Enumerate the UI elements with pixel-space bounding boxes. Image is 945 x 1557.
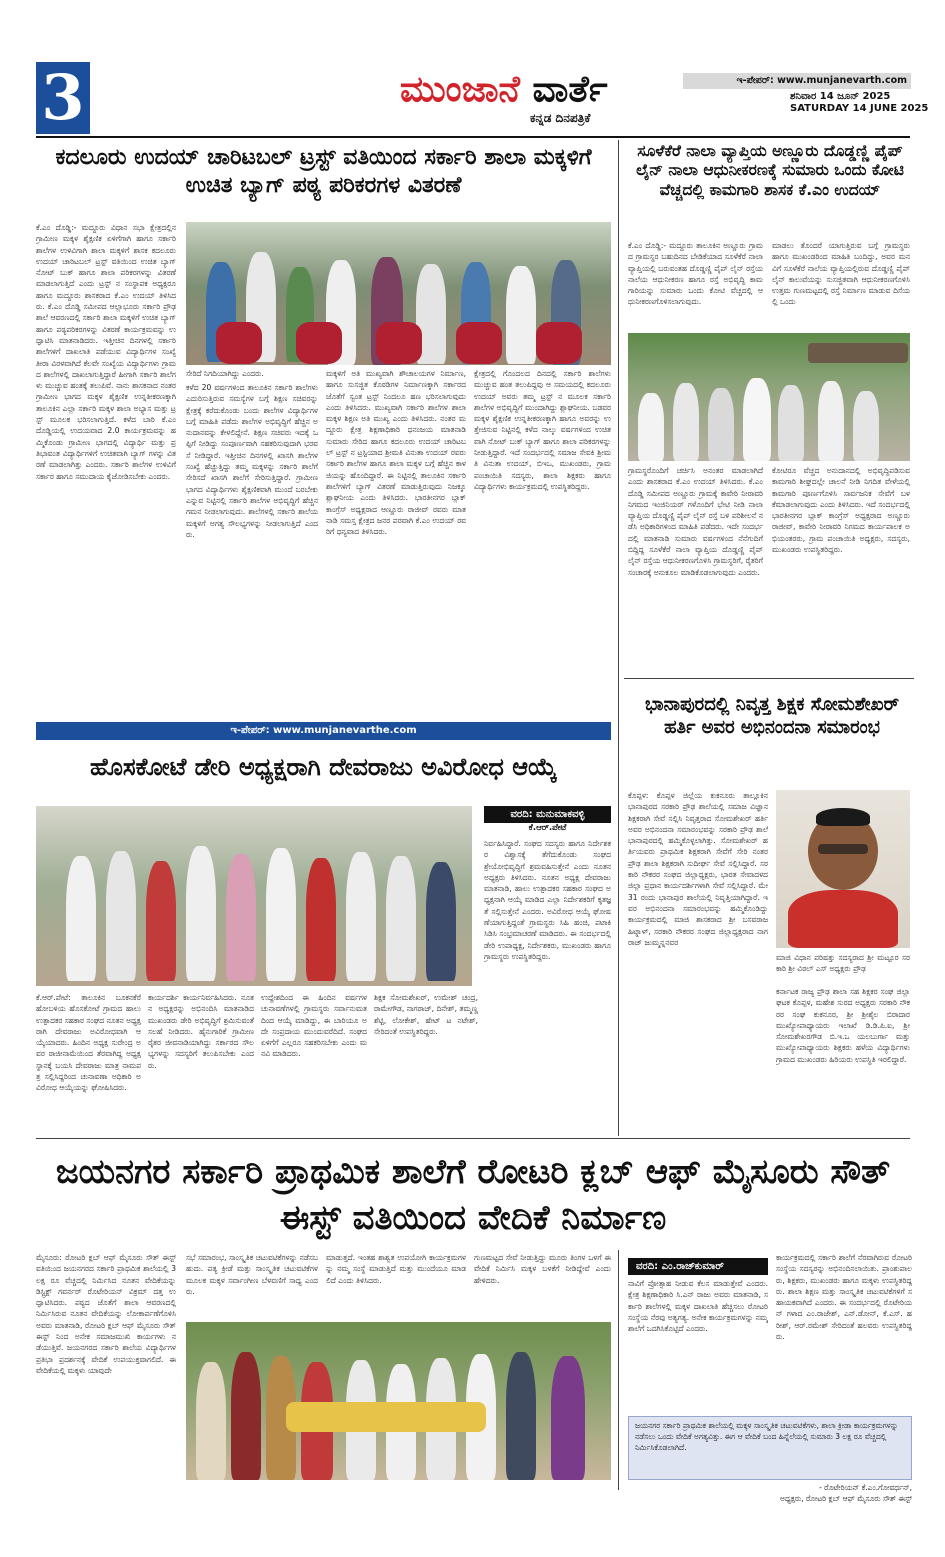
article-5-column-3: ಮಾಡುತ್ತದೆ. ಇಂತಹ ಶಾಶ್ವತ ಉಪಯೋಗಿ ಕಾರ್ಯಕ್ರಮಗಳನ್ನು ನಮ್ಮ ಸಂಸ್ಥೆ ಮಾಡುತ್ತಿದೆ ಮತ್ತು ಮುಂದೆಯೂ ಮಾಡಲಿದೆ ಎಂದು ತಿಳಿಸಿದರು.	[326, 1253, 466, 1285]
article-5-byline: ವರದಿ: ಎಂ.ರಾಜ್‍ಕುಮಾರ್	[628, 1258, 768, 1275]
article-2-column-4: ಕೋಟಿರೂ ವೆಚ್ಚದ ಅನುದಾನದಲ್ಲಿ ಅಭಿವೃದ್ಧಿಪಡಿಸುವ ಕಾಮಗಾರಿ ಶೀಘ್ರದಲ್ಲೇ ಚಾಲನೆ ನೀಡಿ ನಿಗದಿತ ವೇಳೆಯಲ್ಲಿ ಕಾಮಗಾರಿ ಪೂರ್ಣಗೊಳಿಸಿ ಸಾರ್ವಜನಿಕ ಸೇವೆಗೆ ಬಳಕೆಮಾಡಲಾಗುವುದು ಎಂದು ತಿಳಿಸಿದರು. ಇದೆ ಸಂದರ್ಭದಲ್ಲಿ ಭಾರತೀನಗರ ಬ್ಲಾಕ್ ಕಾಂಗ್ರೆಸ್ ಅಧ್ಯಕ್ಷರಾದ ಅಣ್ಣೂರು ರಾಜೀವ್, ಕಾವೇರಿ ನೀರಾವರಿ ನಿಗಮದ ಕಾರ್ಯಪಾಲಕ ಅಭಿಯಂತರರು, ಗ್ರಾಮ ಪಂಚಾಯಿತಿ ಅಧ್ಯಕ್ಷರು, ಸದಸ್ಯರು, ಮುಖಂಡರು ಉಪಸ್ಥಿತರಿದ್ದರು.	[772, 466, 910, 555]
article-3-column-3: ಉದ್ದೇಶದಿಂದ ಈ ಹಿಂದಿನ ವರ್ಷಗಳ ಚುನಾವಣೆಗಳಲ್ಲಿ ಗ್ರಾಮಸ್ಥರು ಸರ್ವಾನುಮತದಿಂದ ಆಯ್ಕೆ ಮಾಡಿದ್ದು, ಈ ಬಾರಿಯೂ ಅದೇ ಸಂಪ್ರದಾಯ ಮುಂದುವರೆದಿದೆ. ಸಂಘದ ಏಳಿಗೆಗೆ ಎಲ್ಲರೂ ಸಹಕರಿಸಬೇಕು ಎಂದು ಮನವಿ ಮಾಡಿದರು.	[261, 993, 367, 1059]
article-5-photo	[186, 1322, 611, 1480]
page-number: 3	[36, 62, 90, 134]
article-1-column-4: ಕ್ಷೇತ್ರದಲ್ಲಿ ಗೊಂದಲದ ದಿನದಲ್ಲಿ ಸರ್ಕಾರಿ ಶಾಲೆಗಳು ಮುಚ್ಚುವ ಹಂತ ತಲುಪಿದ್ದವು ಆ ಸಮಯದಲ್ಲಿ ಕದಲೂರು ಉದಯ್ ಅವರು ತಮ್ಮ ಟ್ರಸ್ಟ್ ನ ಮೂಲಕ ಸರ್ಕಾರಿ ಶಾಲೆಗಳ ಅಭಿವೃದ್ಧಿಗೆ ಮುಂದಾಗಿದ್ದು ಶ್ಲಾಘನೀಯ. ಬಡವರ ಮಕ್ಕಳ ಶೈಕ್ಷಣಿಕ ಉನ್ನತೀಕರಣಕ್ಕಾಗಿ ಹಾಗೂ ಅವರನ್ನು ಉತ್ತೇಜಿಸುವ ನಿಟ್ಟಿನಲ್ಲಿ ಕಳೆದ ನಾಲ್ಕು ವರ್ಷಗಳಿಂದ ಉಚಿತವಾಗಿ ನೋಟ್ ಬುಕ್ ಬ್ಯಾಗ್ ಹಾಗೂ ಶಾಲಾ ಪರಿಕರಗಳನ್ನು ನೀಡುತ್ತಿದ್ದಾರೆ. ಇದೆ ಸಂದರ್ಭದಲ್ಲಿ ಸಮಾಜ ಸೇವಕಿ ಶ್ರೀಮತಿ ವಿನುತಾ ಉದಯ್, ಬಿಇಒ, ಮುಖಂಡರು, ಗ್ರಾಮ ಪಂಚಾಯಿತಿ ಸದಸ್ಯರು, ಶಾಲಾ ಶಿಕ್ಷಕರು ಹಾಗೂ ವಿದ್ಯಾರ್ಥಿಗಳು ಕಾರ್ಯಕ್ರಮದಲ್ಲಿ ಉಪಸ್ಥಿತರಿದ್ದರು.	[474, 369, 611, 491]
epaper-banner[interactable]: ಇ-ಪೇಪರ್: www.munjanevarthe.com	[36, 722, 611, 740]
article-3-column-2: ಕಾರ್ಯದರ್ಶಿ ಕಾರ್ಯನಿರ್ವಹಿಸಿದರು. ನೂತನ ಅಧ್ಯಕ್ಷರನ್ನು ಅಭಿನಂದಿಸಿ ಮಾತನಾಡಿದ ಮುಖಂಡರು ಡೇರಿ ಅಭಿವೃದ್ಧಿಗೆ ಶ್ರಮಿಸುವಂತೆ ಸಲಹೆ ನೀಡಿದರು. ಹೈನುಗಾರಿಕೆ ಗ್ರಾಮೀಣ ರೈತರ ಜೀವನಾಡಿಯಾಗಿದ್ದು ಸರ್ಕಾರದ ಸೌಲಭ್ಯಗಳನ್ನು ಸದಸ್ಯರಿಗೆ ತಲುಪಿಸಬೇಕು ಎಂದರು.	[148, 993, 254, 1070]
article-5-headline: ಜಯನಗರ ಸರ್ಕಾರಿ ಪ್ರಾಥಮಿಕ ಶಾಲೆಗೆ ರೋಟರಿ ಕ್ಲಬ್ ಆಫ್ ಮೈಸೂರು ಸೌತ್ ಈಸ್ಟ್ ವತಿಯಿಂದ ವೇದಿಕೆ ನಿರ್ಮಾಣ	[55, 1152, 891, 1238]
article-4-photo-caption: ಮಾಜಿ ವಿಧಾನ ಪರಿಷತ್ತು ಸದಸ್ಯರಾದ ಶ್ರೀ ಮಟ್ಟೂರ ಸರಕಾರಿ ಶ್ರೀ ವಿಠಲ್ ಎಸ್ ಅಧ್ಯಕ್ಷರು ಪ್ರೌಢ	[776, 953, 910, 974]
article-4-column-2: ಕರ್ನಾಟಕ ರಾಜ್ಯ ಪ್ರೌಢ ಶಾಲಾ ಸಹ ಶಿಕ್ಷಕರ ಸಂಘ ಜಿಲ್ಲಾ ಘಟಕ ಕೊಪ್ಪಳ, ಮಹೇಶ ಸುರದ ಅಧ್ಯಕ್ಷರು ಸರಕಾರಿ ನೌಕರರ ಸಂಘ ಕುಕನೂರ, ಶ್ರೀ ಶ್ರೀಶೈಲ ಬಿರಾದಾರ ಮುಖ್ಯೋಪಾಧ್ಯಾಯರು ಇಲಾಖೆ ಡಿ.ಡಿ.ಪಿ.ಐ, ಶ್ರೀ ಸೋಮಶೇಖರಗೌಡ ಬಿ.ಇ.ಒ ಯಲಬುರ್ಗಾ ಮತ್ತು ಮುಖ್ಯೋಪಾಧ್ಯಾಯರು ಶಿಕ್ಷಕರು ಹಳೆಯ ವಿದ್ಯಾರ್ಥಿಗಳು ಗ್ರಾಮದ ಮುಖಂಡರು ಹಿರಿಯರು ಉಪಸ್ಥಿತಿ ಇರಲಿದ್ದಾರೆ.	[776, 987, 910, 1064]
date-kannada: ಶನಿವಾರ 14 ಜೂನ್ 2025	[790, 91, 891, 102]
logo-part-1: ಮುಂಜಾನೆ	[400, 69, 533, 110]
article-5-column-2: ಸಭೆ ಸಮಾರಂಭ, ಸಾಂಸ್ಕೃತಿಕ ಚಟುವಟಿಕೆಗಳನ್ನು ನಡೆಸಬಹುದು. ಪತ್ಯ ಕ್ರೀಡೆ ಮತ್ತು ಸಾಂಸ್ಕೃತಿಕ ಚಟುವಟಿಕೆಗಳ ಮೂಲಕ ಮಕ್ಕಳ ಸರ್ವಾಂಗೀಣ ಬೆಳವಣಿಗೆ ಸಾಧ್ಯ ಎಂದರು.	[186, 1253, 318, 1296]
article-2-headline: ಸೂಳೆಕೆರೆ ನಾಲಾ ವ್ಯಾಪ್ತಿಯ ಅಣ್ಣೂರು ದೊಡ್ಡಣ್ಣಿ ಪೈಪ್ ಲೈನ್ ನಾಲಾ ಆಧುನೀಕರಣಕ್ಕೆ ಸುಮಾರು ಒಂದು ಕೋಟಿ ವೆಚ್ಚದಲ್ಲಿ ಕಾಮಗಾರಿ ಶಾಸಕ ಕೆ.ಎಂ ಉದಯ್	[636, 142, 904, 199]
column-separator	[618, 1250, 619, 1490]
quote-signature-name: - ರೊಟೇರಿಯನ್ ಕೆ.ಎಂ.ಗೋವರ್ಧನ್,	[819, 1483, 912, 1492]
newspaper-tagline: ಕನ್ನಡ ದಿನಪತ್ರಿಕೆ	[530, 111, 591, 125]
article-5-column-1: ಮೈಸೂರು: ರೋಟರಿ ಕ್ಲಬ್ ಆಫ್ ಮೈಸೂರು ಸೌತ್ ಈಸ್ಟ್ ವತಿಯಿಂದ ಜಯನಗರದ ಸರ್ಕಾರಿ ಪ್ರಾಥಮಿಕ ಶಾಲೆಯಲ್ಲಿ 3 ಲಕ್ಷ ರೂ ವೆಚ್ಚದಲ್ಲಿ ನಿರ್ಮಿಸಿದ ನೂತನ ವೇದಿಕೆಯನ್ನು ಡಿಸ್ಟ್ರಿಕ್ಟ್ ಗವರ್ನರ್ ರೊಟೇರಿಯನ್ ವಿಕ್ರಮ್ ದತ್ತ ಉದ್ಘಾಟಿಸಿದರು. ಪಠ್ಯದ ಜೊತೆಗೆ ಶಾಲಾ ಆವರಣದಲ್ಲಿ ನಿರ್ಮಿಸಿರುವ ನೂತನ ವೇದಿಕೆಯನ್ನು ಲೋಕಾರ್ಪಣೆಗೊಳಿಸಿ ಅವರು ಮಾತನಾಡಿ, ರೋಟರಿ ಕ್ಲಬ್ ಆಫ್ ಮೈಸೂರು ಸೌತ್ ಈಸ್ಟ್ ನಿಂದ ಅನೇಕ ಸಮಾಜಮುಖಿ ಕಾರ್ಯಗಳು ನಡೆಯುತ್ತಿವೆ. ಜಯನಗರದ ಸರ್ಕಾರಿ ಶಾಲೆಯ ವಿದ್ಯಾರ್ಥಿಗಳ ಪ್ರತಿಭಾ ಪ್ರದರ್ಶನಕ್ಕೆ ವೇದಿಕೆ ಉಪಯುಕ್ತವಾಗಲಿದೆ. ಈ ವೇದಿಕೆಯಲ್ಲಿ ಮಕ್ಕಳು ಯಾವುದೇ	[36, 1253, 176, 1375]
article-3-byline-place: ಕೆ.ಆರ್.ಪೇಟೆ	[528, 823, 567, 833]
article-1-headline: ಕದಲೂರು ಉದಯ್ ಚಾರಿಟಬಲ್ ಟ್ರಸ್ಟ್ ವತಿಯಿಂದ ಸರ್ಕಾರಿ ಶಾಲಾ ಮಕ್ಕಳಿಗೆ ಉಚಿತ ಬ್ಯಾಗ್ ಪಠ್ಯ ಪರಿಕರಗಳ ವಿತರಣೆ	[55, 145, 592, 198]
article-3-byline: ವರದಿ: ಮನುಮಾಕವಳ್ಳಿ	[484, 806, 611, 823]
quote-signature-title: ಅಧ್ಯಕ್ಷರು, ರೋಟರಿ ಕ್ಲಬ್ ಆಫ್ ಮೈಸೂರು ಸೌತ್ ಈಸ್ಟ್	[780, 1494, 912, 1503]
newspaper-logo	[400, 66, 665, 114]
article-1-column-2: ಕಳೆದ 20 ವರ್ಷಗಳಿಂದ ತಾಲೂಕಿನ ಸರ್ಕಾರಿ ಶಾಲೆಗಳು ಎದುರಿಸುತ್ತಿರುವ ಸಮಸ್ಯೆಗಳ ಬಗ್ಗೆ ಶಿಕ್ಷಣ ಸಚಿವರನ್ನು ಕ್ಷೇತ್ರಕ್ಕೆ ಕರೆದುಕೊಂಡು ಬಂದು ಶಾಲೆಗಳ ವಿದ್ಯಾರ್ಥಿಗಳ ಬಗ್ಗೆ ಮಾಹಿತಿ ಪಡೆದು ಶಾಲೆಗಳ ಅಭಿವೃದ್ಧಿಗೆ ಹೆಚ್ಚಿನ ಅನುದಾನವನ್ನು ಕೇಳಲಿದ್ದೇನೆ. ಶಿಕ್ಷಣ ಸಚಿವರು ಇದಕ್ಕೆ ಒಪ್ಪಿಗೆ ನೀಡಿದ್ದು ಸಂಪೂರ್ಣವಾಗಿ ಸಹಕರಿಸುವುದಾಗಿ ಭರವಸೆ ನೀಡಿದ್ದಾರೆ. ಇತ್ತೀಚಿನ ದಿನಗಳಲ್ಲಿ ಖಾಸಗಿ ಶಾಲೆಗಳ ಸಂಖ್ಯೆ ಹೆಚ್ಚುತ್ತಿದ್ದು ತಮ್ಮ ಮಕ್ಕಳನ್ನು ಸರ್ಕಾರಿ ಶಾಲೆಗೆ ಸೇರಿಸದೆ ಖಾಸಗಿ ಶಾಲೆಗೆ ಸೇರಿಸುತ್ತಿದ್ದಾರೆ. ಗ್ರಾಮೀಣ ಭಾಗದ ವಿದ್ಯಾರ್ಥಿಗಳು ಶೈಕ್ಷಣಿಕವಾಗಿ ಮುಂದೆ ಬರಬೇಕು ಎನ್ನುವ ನಿಟ್ಟಿನಲ್ಲಿ ಸರ್ಕಾರಿ ಶಾಲೆಗಳ ಅಭಿವೃದ್ಧಿಗೆ ಹೆಚ್ಚಿನ ಗಮನ ನೀಡಲಾಗುವುದು. ಶಾಲೆಗಳಲ್ಲಿ ಸರ್ಕಾರಿ ಶಾಲೆಯ ಮಕ್ಕಳಿಗೆ ಅಗತ್ಯ ಸೌಲಭ್ಯಗಳನ್ನು ನೀಡಲಾಗುತ್ತಿದೆ ಎಂದರು.	[186, 383, 318, 539]
article-2-column-2: ಮಾಡಲು ತೊಂದರೆ ಯಾಗುತ್ತಿರುವ ಬಗ್ಗೆ ಗ್ರಾಮಸ್ಥರು ಹಾಗೂ ಮುಖಂಡರಿಂದ ಮಾಹಿತಿ ಬಂದಿದ್ದು, ಅವರ ಮನವಿಗೆ ಸೂಳೆಕೆರೆ ನಾಲೆಯ ವ್ಯಾಪ್ತಿಯಲ್ಲಿರುವ ದೊಡ್ಡಣ್ಣಿ ಪೈಪ್ ಲೈನ್ ಕಾಲುವೆಯನ್ನು ಸುಸಜ್ಜಿತವಾಗಿ ಆಧುನೀಕರಣಗೊಳಿಸಿ ಉತ್ತಮ ಗುಣಮಟ್ಟದಲ್ಲಿ ರಸ್ತೆ ನಿರ್ಮಾಣ ಮಾಡುವ ದಿಸೆಯಲ್ಲಿ ಒಂದು	[772, 241, 910, 307]
article-4-portrait	[776, 790, 910, 948]
article-4-headline: ಭಾನಾಪುರದಲ್ಲಿ ನಿವೃತ್ತ ಶಿಕ್ಷಕ ಸೋಮಶೇಖರ್ ಹರ್ತಿ ಅವರ ಅಭಿನಂದನಾ ಸಮಾರಂಭ	[645, 694, 899, 738]
article-5-column-4: ಗುಣಮಟ್ಟದ ಸೇವೆ ನೀಡುತ್ತಿದ್ದು ಮೂರು ತಿಂಗಳ ಒಳಗೆ ಈ ವೇದಿಕೆ ನಿರ್ಮಿಸಿ ಮಕ್ಕಳ ಬಳಕೆಗೆ ನೀಡಿದ್ದೇವೆ ಎಂದು ಹೇಳಿದರು.	[474, 1253, 611, 1285]
article-2-photo	[628, 333, 910, 461]
article-2-column-3: ಗ್ರಾಮಸ್ಥರೊಂದಿಗೆ ಚರ್ಚಿಸಿ ಅನಂತರ ಮಾಡಲಾಗಿದೆ ಎಂದು ಶಾಸಕರಾದ ಕೆ.ಎಂ ಉದಯ್ ತಿಳಿಸಿದರು. ಕೆ.ಎಂ ದೊಡ್ಡಿ ಸಮೀಪದ ಅಣ್ಣೂರು ಗ್ರಾಮಕ್ಕೆ ಕಾವೇರಿ ನೀರಾವರಿ ನಿಗಮದ ಇಂಜಿನಿಯರ್ ಗಳೊಂದಿಗೆ ಭೇಟಿ ನೀಡಿ ನಾಲಾ ವ್ಯಾಪ್ತಿಯ ದೊಡ್ಡಣ್ಣಿ ಪೈಪ್ ಲೈನ್ ರಸ್ತೆ ಬಳಿ ಪರಿಶೀಲನೆ ನಡೆಸಿ ಅಧಿಕಾರಿಗಳಿಂದ ಮಾಹಿತಿ ಪಡೆದರು. ಇದೇ ಸಂದರ್ಭದಲ್ಲಿ ಮಾತನಾಡಿ ಸುಮಾರು ವರ್ಷಗಳಿಂದ ನೆನೆಗುದಿಗೆ ಬಿದ್ದಿದ್ದ ಸೂಳೆಕೆರೆ ನಾಲಾ ವ್ಯಾಪ್ತಿಯ ದೊಡ್ಡಣ್ಣಿ ಪೈಪ್ ಲೈನ್ ರಸ್ತೆಯ ಆಧುನೀಕರಣಗೊಳಿಸಿ ಗ್ರಾಮಸ್ಥರಿಗೆ, ರೈತರಿಗೆ ಸಂಚಾರಕ್ಕೆ ಅನುಕೂಲ ಮಾಡಿಕೊಡಲಾಗುವುದು ಎಂದರು.	[628, 466, 763, 577]
section-separator	[624, 678, 914, 679]
masthead-rule	[36, 136, 910, 138]
article-5-column-5: ನಾವಿಗೆ ಪ್ರೋತ್ಸಾಹ ನೀಡುವ ಕೆಲಸ ಮಾಡುತ್ತೇವೆ ಎಂದರು. ಕ್ಷೇತ್ರ ಶಿಕ್ಷಣಾಧಿಕಾರಿ ಸಿ.ಎನ್ ರಾಜು ಅವರು ಮಾತನಾಡಿ, ಸರ್ಕಾರಿ ಶಾಲೆಗಳಲ್ಲಿ ಮಕ್ಕಳ ದಾಖಲಾತಿ ಹೆಚ್ಚಿಸಲು ರೋಟರಿ ಸಂಸ್ಥೆಯ ನೆರವು ಅತ್ಯಗತ್ಯ. ಅನೇಕ ಕಾರ್ಯಕ್ರಮಗಳನ್ನು ನಮ್ಮ ಶಾಲೆಗೆ ಒದಗಿಸಿಕೊಟ್ಟಿದೆ ಎಂದರು.	[628, 1279, 768, 1334]
article-4-column-1: ಕೊಪ್ಪಳ: ಕೊಪ್ಪಳ ಜಿಲ್ಲೆಯ ಕುಕನೂರು ತಾಲ್ಲೂಕಿನ ಭಾನಾಪುರದ ಸರಕಾರಿ ಪ್ರೌಢ ಶಾಲೆಯಲ್ಲಿ ಸಮಾಜ ವಿಜ್ಞಾನ ಶಿಕ್ಷಕರಾಗಿ ಸೇವೆ ಸಲ್ಲಿಸಿ ನಿವೃತ್ತರಾದ ಸೋಮಶೇಖರ್ ಹರ್ತಿ ಅವರ ಅಭಿನಂದನಾ ಸಮಾರಂಭವನ್ನು ಸರಕಾರಿ ಪ್ರೌಢ ಶಾಲೆ ಭಾನಾಪುರದಲ್ಲಿ ಹಮ್ಮಿಕೊಳ್ಳಲಾಗಿತ್ತು. ಸೋಮಶೇಖರ್ ಹರ್ತಿಯವರು ಪ್ರಾಥಮಿಕ ಶಿಕ್ಷಕರಾಗಿ ಸೇವೆಗೆ ಸೇರಿ ನಂತರ ಪ್ರೌಢ ಶಾಲಾ ಶಿಕ್ಷಕರಾಗಿ ಸುದೀರ್ಘ ಸೇವೆ ಸಲ್ಲಿಸಿದ್ದಾರೆ. ಸರಕಾರಿ ನೌಕರರ ಸಂಘದ ಜಿಲ್ಲಾಧ್ಯಕ್ಷರು, ಭಾರತ ಸೇವಾದಳದ ಜಿಲ್ಲಾ ಪ್ರಧಾನ ಕಾರ್ಯದರ್ಶಿಗಳಾಗಿ ಸೇವೆ ಸಲ್ಲಿಸಿದ್ದಾರೆ. ಮೇ 31 ರಂದು ಭಾನಾಪುರ ಶಾಲೆಯಲ್ಲಿ ನಿವೃತ್ತಿಯಾಗಿದ್ದಾರೆ. ಇವರ ಅಭಿನಂದನಾ ಸಮಾರಂಭವನ್ನು ಹಮ್ಮಿಕೊಂಡಿದ್ದು ಕಾರ್ಯಕ್ರಮದಲ್ಲಿ ಮಾಜಿ ಶಾಸಕರಾದ ಶ್ರೀ ಬಸವರಾಜ ಹಿಟ್ನಾಳ್, ಸರಕಾರಿ ನೌಕರರ ಸಂಘದ ಜಿಲ್ಲಾಧ್ಯಕ್ಷರಾದ ನಾಗರಾಜ್ ಜುಮ್ಮನ್ನನವರ	[628, 791, 768, 947]
article-3-headline: ಹೊಸಕೋಟೆ ಡೇರಿ ಅಧ್ಯಕ್ಷರಾಗಿ ದೇವರಾಜು ಅವಿರೋಧ ಆಯ್ಕೆ	[89, 753, 558, 781]
article-3-column-1: ಕೆ.ಆರ್.ಪೇಟೆ: ತಾಲೂಕಿನ ಬೂಕನಕೆರೆ ಹೋಬಳಿಯ ಹೊಸಕೋಟೆ ಗ್ರಾಮದ ಹಾಲು ಉತ್ಪಾದಕರ ಸಹಕಾರ ಸಂಘದ ನೂತನ ಅಧ್ಯಕ್ಷರಾಗಿ ದೇವರಾಜು ಅವಿರೋಧವಾಗಿ ಆಯ್ಕೆಯಾದರು. ಹಿಂದಿನ ಅಧ್ಯಕ್ಷ ಸುರೇಂದ್ರ ಅವರ ರಾಜೀನಾಮೆಯಿಂದ ತೆರವಾಗಿದ್ದ ಅಧ್ಯಕ್ಷ ಸ್ಥಾನಕ್ಕೆ ಬಯಸಿ ದೇವರಾಜು ಮಾತ್ರ ನಾಮಪತ್ರ ಸಲ್ಲಿಸಿದ್ದರಿಂದ ಚುನಾವಣಾ ಅಧಿಕಾರಿ ಅವಿರೋಧ ಆಯ್ಕೆಯನ್ನು ಘೋಷಿಸಿದರು.	[36, 993, 141, 1093]
logo-part-2: ವಾರ್ತೆ	[532, 69, 608, 110]
article-5-quote: ಜಯನಗರ ಸರ್ಕಾರಿ ಪ್ರಾಥಮಿಕ ಶಾಲೆಯಲ್ಲಿ ಮಕ್ಕಳ ಸಾಂಸ್ಕೃತಿಕ ಚಟುವಟಿಕೆಗಳು, ಶಾಲಾ ಕ್ರೀಡಾ ಕಾರ್ಯಕ್ರಮಗಳನ್ನು ನಡೆಸಲು ಒಂದು ವೇದಿಕೆ ಅಗತ್ಯವಿತ್ತು. ಈಗ ಆ ವೇದಿಕೆ ಬಂದ ಹಿನ್ನೆಲೆಯಲ್ಲಿ ಸುಮಾರು 3 ಲಕ್ಷ ರೂ ವೆಚ್ಚದಲ್ಲಿ ನಿರ್ಮಿಸಿಕೊಡಲಾಗಿದೆ.	[628, 1416, 912, 1480]
article-1-photo	[186, 222, 611, 365]
epaper-link[interactable]: ಇ-ಪೇಪರ್: www.munjanevarth.com	[683, 73, 911, 89]
article-1-column-1: ಕೆ.ಎಂ ದೊಡ್ಡಿ:- ಮದ್ದೂರು ವಿಧಾನ ಸಭಾ ಕ್ಷೇತ್ರದಲ್ಲಿನ ಗ್ರಾಮೀಣ ಮಕ್ಕಳ ಶೈಕ್ಷಣಿಕ ಏಳಿಗೆಗಾಗಿ ಹಾಗೂ ಸರ್ಕಾರಿ ಶಾಲೆಗಳ ಉಳಿವಿಗಾಗಿ ಶಾಲಾ ಮಕ್ಕಳಿಗೆ ಶಾಸಕ ಕದಲೂರು ಉದಯ್ ಚಾರಿಟಬಲ್ ಟ್ರಸ್ಟ್ ವತಿಯಿಂದ ಉಚಿತ ಬ್ಯಾಗ್ ನೋಟ್ ಬುಕ್ ಹಾಗೂ ಶಾಲಾ ಪರಿಕರಗಳನ್ನು ವಿತರಣೆ ಮಾಡಲಾಗುತ್ತಿದೆ ಎಂದು ಟ್ರಸ್ಟ್ ನ ಸಂಸ್ಥಾಪಕ ಅಧ್ಯಕ್ಷರೂ ಹಾಗೂ ಮದ್ದೂರು ಶಾಸಕರಾದ ಕೆ.ಎಂ ಉದಯ್ ತಿಳಿಸಿದರು. ಕೆ.ಎಂ ದೊಡ್ಡಿ ಸಮೀಪದ ಆಲ್ಲಾಭೂರು ಸರ್ಕಾರಿ ಪ್ರೌಢಶಾಲೆ ಆವರಣದಲ್ಲಿ ಸರ್ಕಾರಿ ಶಾಲಾ ಮಕ್ಕಳಿಗೆ ಉಚಿತ ಬ್ಯಾಗ್ ಹಾಗೂ ಪಠ್ಯಪರಿಕರಗಳನ್ನು ವಿತರಣೆ ಕಾರ್ಯಕ್ರಮವನ್ನು ಉದ್ಘಾಟಿಸಿ ಮಾತನಾಡಿದರು. ಇತ್ತೀಚಿನ ದಿನಗಳಲ್ಲಿ ಸರ್ಕಾರಿ ಶಾಲೆಗಳಿಗೆ ದಾಖಲಾತಿ ಪಡೆಯುವ ವಿದ್ಯಾರ್ಥಿಗಳ ಸಂಖ್ಯೆ ತೀರಾ ವಿರಳವಾಗಿದೆ ಕೆಲವೇ ಸಂಖ್ಯೆಯ ವಿದ್ಯಾರ್ಥಿಗಳು ಗ್ರಾಮದ ಶಾಲೆಗಳಲ್ಲಿ ದಾಖಲಾಗುತ್ತಿದ್ದಾರೆ ಹೀಗಾಗಿ ಸರ್ಕಾರಿ ಶಾಲೆಗಳು ಮುಚ್ಚುವ ಹಂತಕ್ಕೆ ತಲುಪಿವೆ. ನಾನು ಶಾಸಕನಾದ ನಂತರ ಗ್ರಾಮೀಣ ಭಾಗದ ಮಕ್ಕಳ ಶೈಕ್ಷಣಿಕ ಉನ್ನತೀಕರಣಕ್ಕಾಗಿ ತಾಲೂಕಿನ ಎಲ್ಲಾ ಸರ್ಕಾರಿ ಮಕ್ಕಳ ಶಾಲಾ ಅಭ್ಯಾಸ ಮತ್ತು ಟ್ರಸ್ಟ್ ಮೂಲಕ ಭರಿಸಲಾಗುತ್ತಿದೆ. ಕಳೆದ ಬಾರಿ ಕೆ.ಎಂ ದೊಡ್ಡಿಯಲ್ಲಿ ಉದಯವಾದ 2.0 ಕಾರ್ಯಕ್ರಮವನ್ನು ಹಮ್ಮಿಕೊಂಡು ಗ್ರಾಮೀಣ ಭಾಗದಲ್ಲಿ ವಿದ್ಯಾರ್ಥಿ ಮತ್ತು ಪ್ರತಿಭಾವಂತ ವಿದ್ಯಾರ್ಥಿಗಳಿಗೆ ಉಚಿತವಾಗಿ ಬ್ಯಾಗ್ ಗಳನ್ನು ವಿತರಣೆ ಮಾಡಲಾಗಿತ್ತು ಎಂದರು. ಸರ್ಕಾರಿ ಶಾಲೆಗಳ ಉಳಿವಿಗೆ ಸರ್ಕಾರ ಹಾಗೂ ಸಮುದಾಯ ಕೈಜೋಡಿಸಬೇಕು ಎಂದರು.	[36, 223, 176, 481]
section-separator	[36, 1138, 910, 1139]
article-5-quote-signature	[628, 1482, 912, 1504]
article-3-column-4: ಶಿಕ್ಷಕ ಸೋಮಶೇಖರ್, ಉಮೇಶ್ ಚಂದ್ರ, ರಾಮೇಗೌಡ, ನಾಗರಾಜ್, ದಿನೇಶ್, ತಮ್ಮಣ್ಣಶೆಟ್ಟಿ, ಲೋಕೇಶ್, ಹೇಟ್ ಟ ನಟೇಶ್, ಸೇರಿದಂತೆ ಉಪಸ್ಥಿತರಿದ್ದರು.	[374, 993, 478, 1036]
article-1-column-3: ಮಕ್ಕಳಿಗೆ ಅತಿ ಮುಖ್ಯವಾಗಿ ಶೌಚಾಲಯಗಳ ನಿರ್ಮಾಣ,ಹಾಗೂ ಸುಸಜ್ಜಿತ ಕೊಠಡಿಗಳ ನಿರ್ಮಾಣಕ್ಕಾಗಿ ಸರ್ಕಾರದ ಜೊತೆಗೆ ಸ್ವಂತ ಟ್ರಸ್ಟ್ ನಿಂದಲೂ ಹಣ ಭರಿಸಲಾಗುವುದು ಎಂದು ತಿಳಿಸಿದರು. ಮುಖ್ಯವಾಗಿ ಸರ್ಕಾರಿ ಶಾಲೆಗಳ ಶಾಲಾ ಮಕ್ಕಳ ಶಿಕ್ಷಣ ಅತಿ ಮುಖ್ಯ ಎಂದು ತಿಳಿಸಿದರು. ನಂತರ ಮದ್ದೂರು ಕ್ಷೇತ್ರ ಶಿಕ್ಷಣಾಧಿಕಾರಿ ಧನಂಜಯ ಮಾತನಾಡಿ ಸುಮಾರು ಸೇರಿದ ಹಾಗೂ ಕದಲೂರು ಉದಯ್ ಚಾರಿಟಬಲ್ ಟ್ರಸ್ಟ್ ನ ಟ್ರಸ್ಟಿಯಾದ ಶ್ರೀಮತಿ ವಿನುತಾ ಉದಯ್ ರವರು ಸರ್ಕಾರಿ ಶಾಲೆಗಳ ಹಾಗೂ ಶಾಲಾ ಮಕ್ಕಳ ಬಗ್ಗೆ ಹೆಚ್ಚಿನ ಕಾಳಜಿಯನ್ನು ಹೊಂದಿದ್ದಾರೆ. ಈ ನಿಟ್ಟಿನಲ್ಲಿ ತಾಲೂಕಿನ ಸರ್ಕಾರಿ ಶಾಲೆಗಳಿಗೆ ಬ್ಯಾಗ್ ವಿತರಣೆ ಮಾಡುತ್ತಿರುವುದು ನಿಜಕ್ಕೂ ಶ್ಲಾಘನೀಯ ಎಂದು ತಿಳಿಸಿದರು. ಭಾರತೀನಗರ ಬ್ಲಾಕ್ ಕಾಂಗ್ರೆಸ್ ಅಧ್ಯಕ್ಷರಾದ ಆಣ್ಣೂರು ರಾಜೀವ್ ರವರು ಮಾತನಾಡಿ ಸಮಸ್ತ ಕ್ಷೇತ್ರದ ಜನರ ಪರವಾಗಿ ಕೆ.ಎಂ ಉದಯ್ ರವರಿಗೆ ಧನ್ಯವಾದ ತಿಳಿಸಿದರು.	[326, 369, 466, 537]
column-separator	[618, 140, 619, 1136]
article-3-column-right: ನಿರ್ವಹಿಸಿದ್ದಾರೆ. ಸಂಘದ ಸದಸ್ಯರು ಹಾಗೂ ನಿರ್ದೇಶಕರ ವಿಶ್ವಾಸಕ್ಕೆ ತೆಗೆದುಕೊಂಡು ಸಂಘದ ಶ್ರೇಯೋಭಿವೃದ್ಧಿಗೆ ಶ್ರಮವಹಿಸುತ್ತೇನೆ ಎಂದು ನೂತನ ಅಧ್ಯಕ್ಷರು ತಿಳಿಸಿದರು. ನೂತನ ಅಧ್ಯಕ್ಷ ದೇವರಾಜು ಮಾತನಾಡಿ, ಹಾಲು ಉತ್ಪಾದಕರ ಸಹಕಾರ ಸಂಘದ ಅಧ್ಯಕ್ಷನಾಗಿ ಆಯ್ಕೆ ಮಾಡಿದ ಎಲ್ಲಾ ನಿರ್ದೇಶಕರಿಗೆ ಕೃತಜ್ಞತೆ ಸಲ್ಲಿಸುತ್ತೇನೆ ಎಂದರು. ಅವಿರೋಧ ಆಯ್ಕೆ ಘೋಷಣೆಯಾಗುತ್ತಿದ್ದಂತೆ ಗ್ರಾಮಸ್ಥರು ಸಿಹಿ ಹಂಚಿ, ಪಟಾಕಿ ಸಿಡಿಸಿ ಸಂಭ್ರಮಾಚರಣೆ ಮಾಡಿದರು. ಈ ಸಂದರ್ಭದಲ್ಲಿ ಡೇರಿ ಉಪಾಧ್ಯಕ್ಷ, ನಿರ್ದೇಶಕರು, ಮುಖಂಡರು ಹಾಗೂ ಗ್ರಾಮಸ್ಥರು ಉಪಸ್ಥಿತರಿದ್ದರು.	[484, 839, 611, 961]
article-3-photo	[36, 806, 472, 986]
article-2-column-1: ಕೆ.ಎಂ ದೊಡ್ಡಿ:- ಮದ್ದೂರು ತಾಲೂಕಿನ ಅಣ್ಣೂರು ಗ್ರಾಮದ ಗ್ರಾಮಸ್ಥರ ಬಹುದಿನದ ಬೇಡಿಕೆಯಾದ ಸೂಳೆಕೆರೆ ನಾಲಾ ವ್ಯಾಪ್ತಿಯಲ್ಲಿ ಬರುವಂತಹ ದೊಡ್ಡಣ್ಣಿ ಪೈಪ್ ಲೈನ್ ರಸ್ತೆಯ ನಾಲೆಯ ಆಧುನೀಕರಣ ಹಾಗೂ ರಸ್ತೆ ಅಭಿವೃದ್ಧಿ ಕಾಮಗಾರಿಯನ್ನು ಸುಮಾರು ಒಂದು ಕೋಟಿ ವೆಚ್ಚದಲ್ಲಿ ಆಧುನೀಕರಣಗೊಳಿಸಲಾಗುವುದು.	[628, 241, 763, 307]
article-1-caption: ಸೇರಿದೆ ನಿಗದಿಯಾಗಿದ್ದು ಎಂದರು.	[186, 369, 264, 378]
date-english: SATURDAY 14 JUNE 2025	[790, 103, 929, 114]
article-5-column-6: ಕಾರ್ಯಕ್ರಮದಲ್ಲಿ ಸರ್ಕಾರಿ ಶಾಲೆಗೆ ನೆರವಾಗಿರುವ ರೋಟರಿ ಸಂಸ್ಥೆಯ ಸದಸ್ಯರನ್ನು ಅಭಿನಂದಿಸಲಾಯಿತು. ಪ್ರಾಂಶುಪಾಲರು, ಶಿಕ್ಷಕರು, ಮುಖಂಡರು ಹಾಗೂ ಮಕ್ಕಳು ಉಪಸ್ಥಿತರಿದ್ದರು. ಶಾಲಾ ಶಿಕ್ಷಣ ಮತ್ತು ಸಾಂಸ್ಕೃತಿಕ ಚಟುವಟಿಕೆಗಳಿಗೆ ಸಹಾಯಕವಾಗಿದೆ ಎಂದರು. ಈ ಸಂದರ್ಭದಲ್ಲಿ ರೊಟೇರಿಯನ್ ಗಳಾದ ಎಂ.ರಾಜೇಶ್, ಎನ್.ಡೋನ್, ಕೆ.ಎಸ್. ಹರೀಶ್, ಆರ್.ರಮೇಶ್ ಸೇರಿದಂತೆ ಹಲವರು ಉಪಸ್ಥಿತರಿದ್ದರು.	[776, 1253, 912, 1342]
